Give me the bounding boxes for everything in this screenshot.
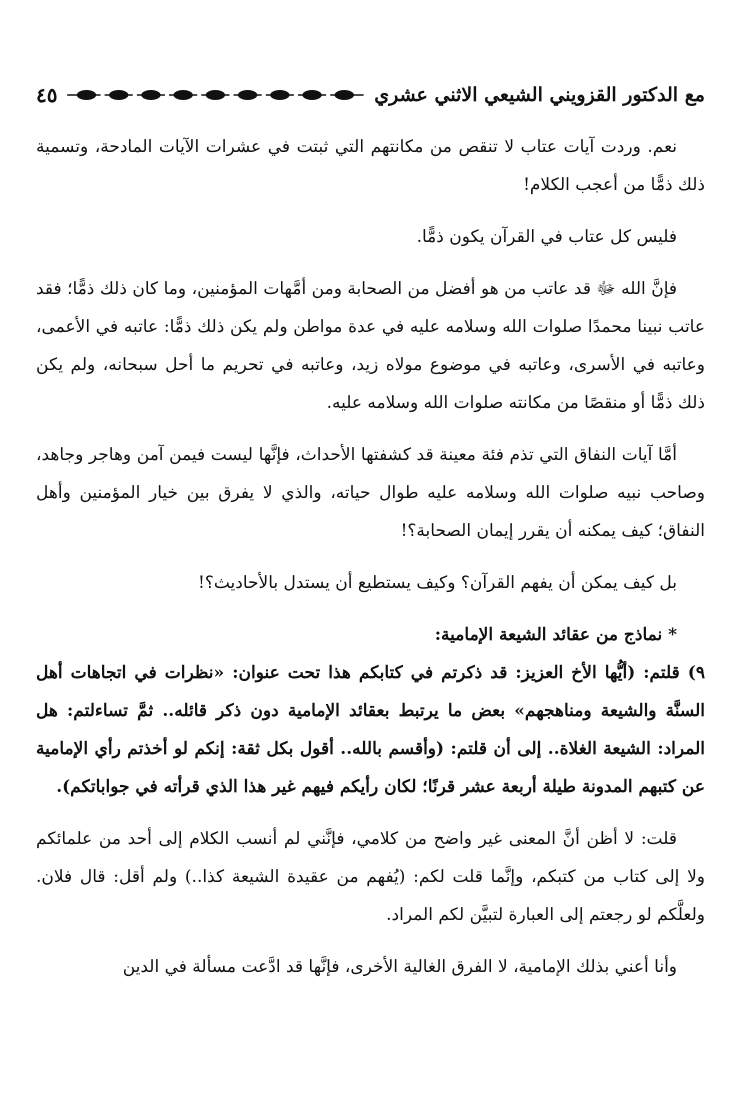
- paragraph: وأنا أعني بذلك الإمامية، لا الفرق الغالية الأخرى، فإنَّها قد ادَّعت مسألة في الدين: [122, 957, 677, 977]
- paragraph: فليس كل عتاب في القرآن يكون ذمًّا.: [416, 227, 677, 247]
- paragraph: فإنَّ الله ﷻ قد عاتب من هو أفضل من الصحابة ومن أمَّهات المؤمنين، وما كان ذلك ذمًّا؛ فقد عاتب نبينا محمدًا صلوات الله وسلامه عليه في عدة مواطن ولم يكن ذلك ذمًّا: عاتبه في الأعمى، وعاتبه في الأسرى، وعاتبه في موضوع مولاه زيد، وعاتبه في تحريم ما أحل سبحانه، ولم يكن ذلك ذمًّا أو منقصًا من مكانته صلوات الله وسلامه عليه.: [36, 279, 705, 413]
- running-header: [36, 80, 705, 110]
- quoted-question: ٩) قلتم: (أيُّها الأخ العزيز: قد ذكرتم في كتابكم هذا تحت عنوان: «نظرات في اتجاهات أهل السنَّة والشيعة ومناهجهم» بعض ما يرتبط بعقائد الإمامية دون ذكر قائله.. ثمَّ تساءلتم: هل المراد: الشيعة الغلاة.. إلى أن قلتم: (وأقسم بالله.. أقول بكل ثقة: إنكم لو أخذتم رأي الإمامية عن كتبهم المدونة طيلة أربعة عشر قرنًا؛ لكان رأيكم فيهم غير هذا الذي قرأته في جواباتكم).: [36, 663, 705, 797]
- paragraph: نعم. وردت آيات عتاب لا تنقص من مكانتهم التي ثبتت في عشرات الآيات المادحة، وتسمية ذلك ذمًّا من أعجب الكلام!: [36, 137, 705, 195]
- header-title: مع الدكتور القزويني الشيعي الاثني عشري: [374, 84, 705, 106]
- page-body: [36, 128, 705, 1000]
- paragraph: قلت: لا أظن أنَّ المعنى غير واضح من كلامي، فإنَّني لم أنسب الكلام إلى أحد من علمائكم ولا إلى كتاب من كتبكم، وإنَّما قلت لكم: (يُفهم من عقيدة الشيعة كذا..) ولم أقل: قال فلان. ولعلَّكم لو رجعتم إلى العبارة لتبيَّن لكم المراد.: [36, 829, 705, 925]
- header-ornament: [65, 86, 366, 104]
- paragraph: أمَّا آيات النفاق التي تذم فئة معينة قد كشفتها الأحداث، فإنَّها ليست فيمن آمن وهاجر وجاهد، وصاحب نبيه صلوات الله وسلامه عليه طوال حياته، والذي لا يفرق بين خيار المؤمنين وأهل النفاق؛ كيف يمكنه أن يقرر إيمان الصحابة؟!: [36, 445, 705, 541]
- page-number: ٤٥: [36, 83, 58, 107]
- section-subheading: * نماذج من عقائد الشيعة الإمامية:: [434, 625, 677, 645]
- paragraph: بل كيف يمكن أن يفهم القرآن؟ وكيف يستطيع أن يستدل بالأحاديث؟!: [198, 573, 677, 593]
